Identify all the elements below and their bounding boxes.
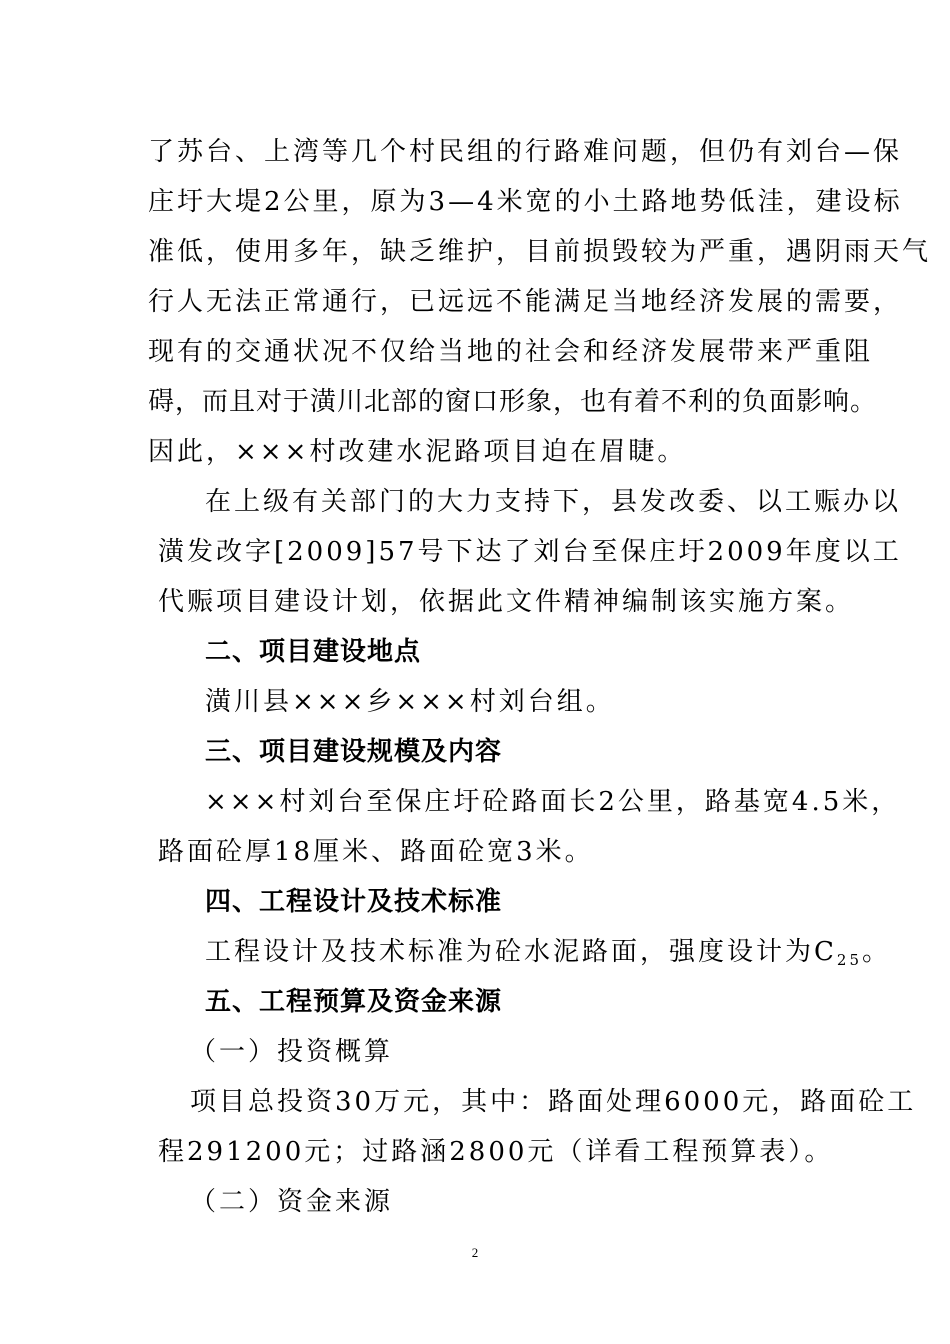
body-line: 碍，而且对于潢川北部的窗口形象，也有着不利的负面影响。 (148, 387, 878, 417)
page-number: 2 (471, 1245, 479, 1260)
subheading-investment: （一）投资概算 (190, 1037, 394, 1067)
body-line: 准低，使用多年，缺乏维护，目前损毁较为严重，遇阴雨天气 (148, 237, 932, 267)
body-line: 了苏台、上湾等几个村民组的行路难问题，但仍有刘台—保 (148, 137, 903, 167)
section-heading-design: 四、工程设计及技术标准 (205, 887, 503, 917)
body-line: 在上级有关部门的大力支持下，县发改委、以工赈办以 (205, 487, 902, 517)
section-heading-budget: 五、工程预算及资金来源 (205, 987, 503, 1017)
body-line: 代赈项目建设计划，依据此文件精神编制该实施方案。 (158, 587, 855, 617)
body-line: ×××村刘台至保庄圩砼路面长2公里，路基宽4.5米， (205, 787, 901, 817)
body-line (205, 932, 891, 980)
section-heading-location: 二、项目建设地点 (205, 637, 422, 667)
body-line: 庄圩大堤2公里，原为3—4米宽的小土路地势低洼，建设标 (148, 187, 903, 217)
body-line: 路面砼厚18厘米、路面砼宽3米。 (158, 837, 594, 867)
body-line: 潢发改字[2009]57号下达了刘台至保庄圩2009年度以工 (158, 537, 902, 567)
body-text: 。 (862, 937, 892, 967)
body-text: 工程设计及技术标准为砼水泥路面，强度设计为C (205, 937, 837, 967)
subscript-grade: 25 (836, 951, 862, 969)
section-heading-scale: 三、项目建设规模及内容 (205, 737, 503, 767)
body-line: 因此，×××村改建水泥路项目迫在眉睫。 (148, 437, 687, 467)
body-line: 项目总投资30万元，其中：路面处理6000元，路面砼工 (190, 1087, 917, 1117)
body-line: 行人无法正常通行，已远远不能满足当地经济发展的需要， (148, 287, 903, 317)
body-line: 现有的交通状况不仅给当地的社会和经济发展带来严重阻 (148, 337, 874, 367)
subheading-funding: （二）资金来源 (190, 1187, 394, 1217)
body-line: 潢川县×××乡×××村刘台组。 (205, 687, 615, 717)
body-line: 程291200元；过路涵2800元（详看工程预算表）。 (158, 1137, 834, 1167)
